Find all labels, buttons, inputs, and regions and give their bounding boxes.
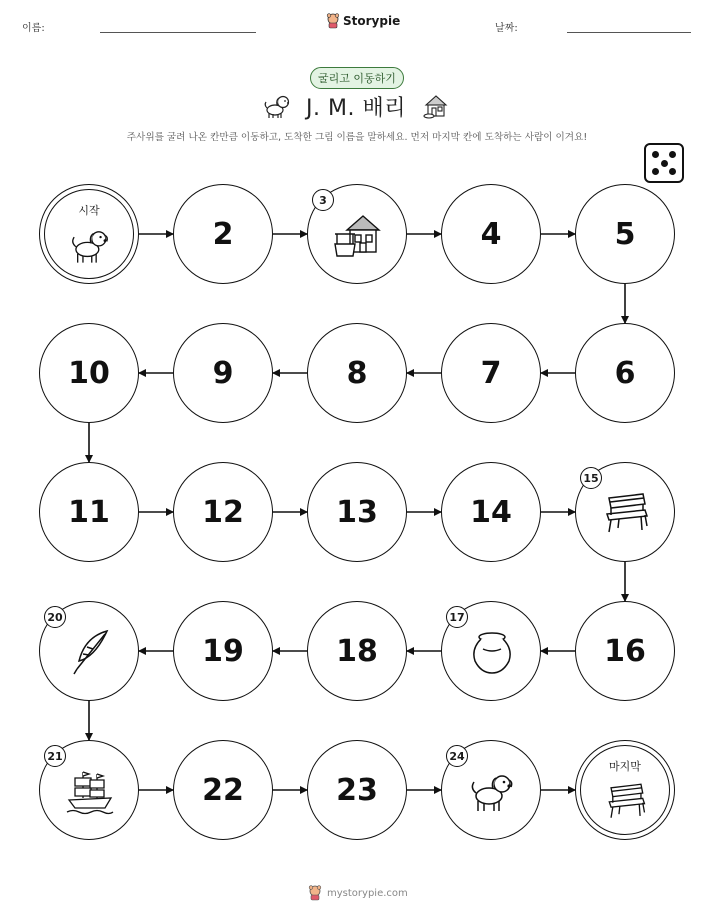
board-cell-8[interactable] bbox=[307, 323, 407, 423]
board-cell-21[interactable] bbox=[39, 740, 139, 840]
board-cell-22[interactable] bbox=[173, 740, 273, 840]
cell-number-badge: 15 bbox=[580, 467, 602, 489]
pot-icon bbox=[467, 627, 517, 677]
board-cell-15[interactable] bbox=[575, 462, 675, 562]
board-cell-17[interactable] bbox=[441, 601, 541, 701]
cell-number: 7 bbox=[480, 355, 502, 391]
cell-number-badge: 21 bbox=[44, 745, 66, 767]
board-cell-4[interactable] bbox=[441, 184, 541, 284]
bench-icon bbox=[601, 488, 651, 538]
activity-badge: 굴리고 이동하기 bbox=[310, 67, 404, 89]
cell-number-badge: 17 bbox=[446, 606, 468, 628]
board-cell-13[interactable] bbox=[307, 462, 407, 562]
board-cell-19[interactable] bbox=[173, 601, 273, 701]
cell-number: 10 bbox=[68, 355, 110, 391]
cell-number-badge: 20 bbox=[44, 606, 66, 628]
house-with-well-icon bbox=[333, 210, 383, 260]
cell-number: 16 bbox=[604, 633, 646, 669]
name-label: 이름: bbox=[22, 23, 45, 34]
board-cell-14[interactable] bbox=[441, 462, 541, 562]
cell-number: 12 bbox=[202, 494, 244, 530]
start-cell[interactable] bbox=[39, 184, 139, 284]
dog-icon bbox=[467, 766, 517, 816]
cell-number: 18 bbox=[336, 633, 378, 669]
board-cell-24[interactable] bbox=[441, 740, 541, 840]
finish-label: 마지막 bbox=[609, 760, 641, 773]
board-cell-2[interactable] bbox=[173, 184, 273, 284]
ship-icon bbox=[65, 766, 115, 816]
board-cell-23[interactable] bbox=[307, 740, 407, 840]
start-label: 시작 bbox=[78, 204, 100, 217]
board-cell-12[interactable] bbox=[173, 462, 273, 562]
cell-number: 9 bbox=[212, 355, 234, 391]
cell-number-badge: 24 bbox=[446, 745, 468, 767]
cell-number: 4 bbox=[480, 216, 502, 252]
board-cell-10[interactable] bbox=[39, 323, 139, 423]
page-title: J. M. 배리 bbox=[306, 96, 406, 121]
cell-number: 5 bbox=[614, 216, 636, 252]
board-cell-3[interactable] bbox=[307, 184, 407, 284]
date-label: 날짜: bbox=[495, 23, 518, 34]
board-cell-11[interactable] bbox=[39, 462, 139, 562]
board-cell-20[interactable] bbox=[39, 601, 139, 701]
cell-number: 6 bbox=[614, 355, 636, 391]
cell-number: 13 bbox=[336, 494, 378, 530]
bench-icon bbox=[604, 779, 648, 823]
board-cell-9[interactable] bbox=[173, 323, 273, 423]
cell-number: 8 bbox=[346, 355, 368, 391]
footer-mascot-icon bbox=[308, 885, 322, 901]
footer-url[interactable]: mystorypie.com bbox=[327, 887, 408, 899]
quill-icon bbox=[65, 627, 115, 677]
board-cell-7[interactable] bbox=[441, 323, 541, 423]
board-cell-16[interactable] bbox=[575, 601, 675, 701]
cell-number: 19 bbox=[202, 633, 244, 669]
board-cell-5[interactable] bbox=[575, 184, 675, 284]
finish-cell[interactable] bbox=[575, 740, 675, 840]
brand-name: Storypie bbox=[343, 14, 401, 28]
instructions: 주사위를 굴려 나온 칸만큼 이동하고, 도착한 그림 이름을 말하세요. 먼저 마지막 칸에 도착하는 사람이 이겨요! bbox=[126, 132, 588, 143]
cell-number: 22 bbox=[202, 772, 244, 808]
cell-number: 2 bbox=[212, 216, 234, 252]
dog-icon bbox=[68, 223, 112, 267]
cell-number-badge: 3 bbox=[312, 189, 334, 211]
cell-number: 23 bbox=[336, 772, 378, 808]
cell-number: 11 bbox=[68, 494, 110, 530]
board-cell-18[interactable] bbox=[307, 601, 407, 701]
footer bbox=[308, 885, 408, 901]
board-cell-6[interactable] bbox=[575, 323, 675, 423]
cell-number: 14 bbox=[470, 494, 512, 530]
